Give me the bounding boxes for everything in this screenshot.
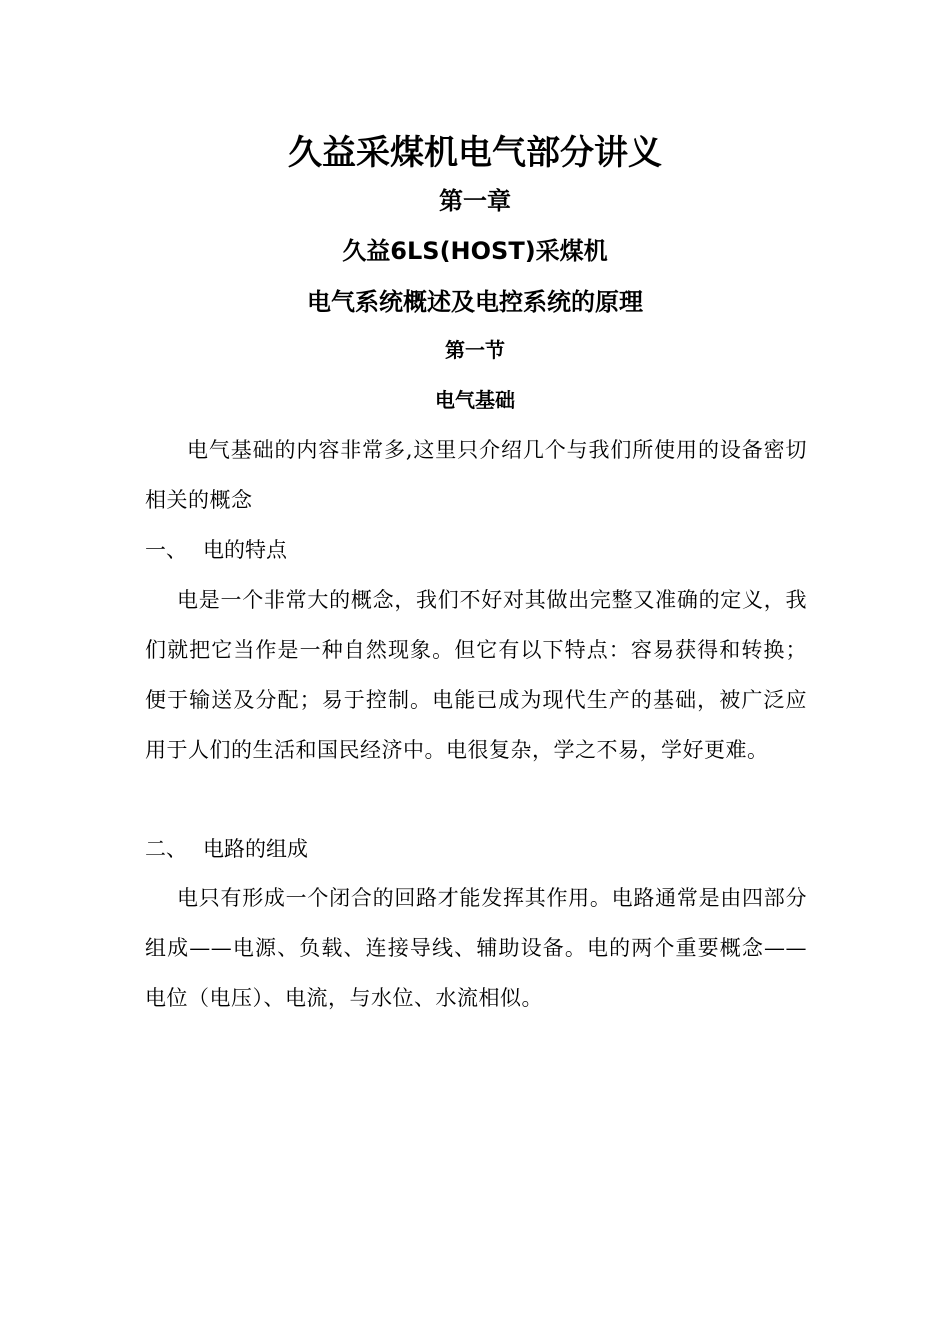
item-heading-text: 电路的组成 [203, 837, 308, 861]
intro-paragraph: 电气基础的内容非常多,这里只介绍几个与我们所使用的设备密切相关的概念 [145, 438, 807, 512]
item-number: 一、 [145, 538, 187, 562]
item-number: 二、 [145, 837, 187, 861]
section-heading: 第一节 [445, 338, 505, 362]
item-paragraph-2: 电只有形成一个闭合的回路才能发挥其作用。电路通常是由四部分组成——电源、负载、连接导线、辅助设备。电的两个重要概念——电位（电压）、电流，与水位、水流相似。 [145, 886, 807, 1010]
chapter-heading: 第一章 [439, 187, 511, 215]
document-title: 久益采煤机电气部分讲义 [288, 133, 662, 173]
section-title: 电气基础 [435, 388, 515, 412]
item-heading-2 [145, 824, 308, 874]
chapter-subtitle-line2: 电气系统概述及电控系统的原理 [307, 288, 643, 316]
item-paragraph-1: 电是一个非常大的概念，我们不好对其做出完整又准确的定义，我们就把它当作是一种自然现象。但它有以下特点：容易获得和转换；便于输送及分配；易于控制。电能已成为现代生产的基础，被广泛应用于人们的生活和国民经济中。电很复杂，学之不易，学好更难。 [145, 588, 807, 762]
item-heading-1 [145, 525, 287, 575]
item-heading-text: 电的特点 [203, 538, 287, 562]
chapter-subtitle-line1: 久益6LS(HOST)采煤机 [342, 237, 608, 265]
